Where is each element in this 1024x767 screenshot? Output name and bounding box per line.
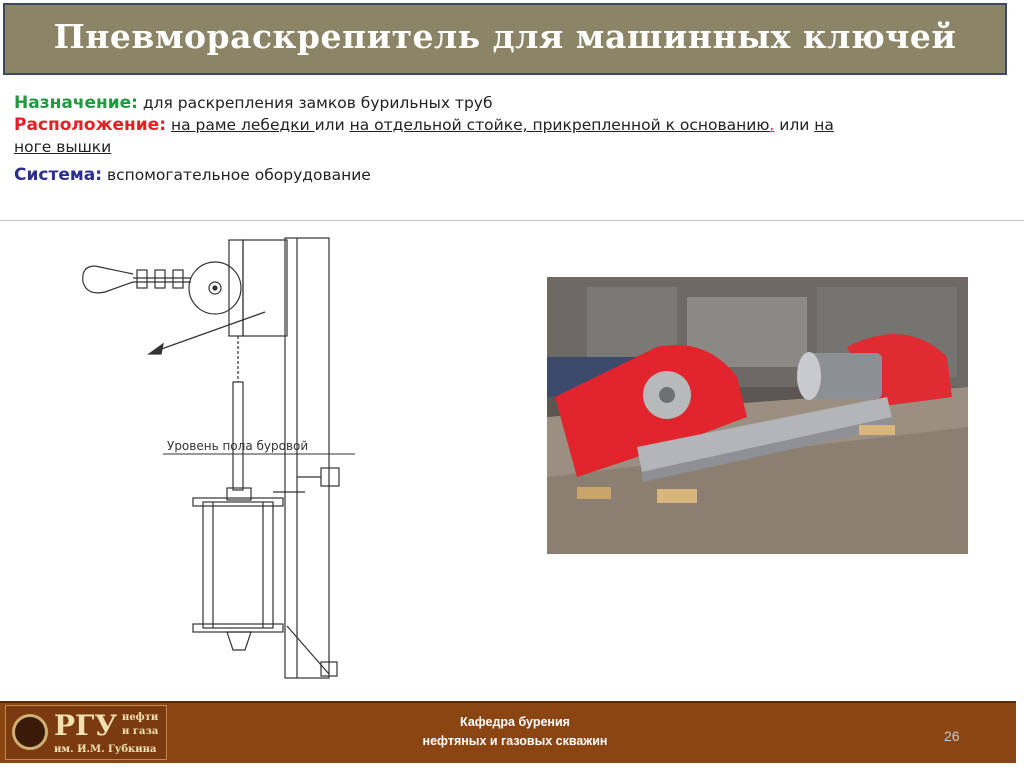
system-text: вспомогательное оборудование — [106, 166, 371, 184]
location-label: Расположение: — [14, 115, 166, 135]
location-or-2: или — [779, 116, 810, 134]
device-photo — [547, 277, 968, 554]
purpose-line — [14, 92, 1004, 114]
purpose-label: Назначение: — [14, 93, 138, 113]
title-bar — [3, 3, 1007, 75]
logo-line-2: и газа — [122, 726, 159, 737]
slide-title: Пневмораскрепитель для машинных ключей — [53, 17, 957, 56]
logo-emblem-icon — [12, 714, 48, 750]
floor-level-label: Уровень пола буровой — [167, 439, 309, 453]
technical-drawing — [75, 222, 367, 694]
info-block — [14, 92, 1004, 186]
location-or-1: или — [314, 116, 345, 134]
divider-line — [0, 220, 1024, 221]
location-option-leg-a: на — [814, 116, 834, 134]
logo-line-3: им. И.М. Губкина — [54, 744, 157, 755]
location-separator: . — [769, 116, 775, 134]
location-option-stand: на отдельной стойке, прикрепленной к основанию — [349, 116, 770, 134]
location-option-leg-b: ноге вышки — [14, 138, 112, 156]
logo-line-1: нефти — [122, 712, 159, 723]
purpose-text: для раскрепления замков бурильных труб — [142, 94, 493, 112]
logo-abbreviation: РГУ — [54, 709, 118, 742]
system-line — [14, 164, 1004, 186]
page-number: 26 — [944, 728, 960, 744]
location-line — [14, 114, 1004, 158]
drawing-frame — [285, 238, 329, 678]
department-line-2: нефтяных и газовых скважин — [422, 734, 608, 748]
footer-bar — [0, 701, 1016, 763]
system-label: Система: — [14, 165, 103, 185]
location-option-frame: на раме лебедки — [170, 116, 315, 134]
department-caption — [380, 713, 650, 751]
department-line-1: Кафедра бурения — [460, 715, 570, 729]
university-logo — [5, 705, 167, 760]
